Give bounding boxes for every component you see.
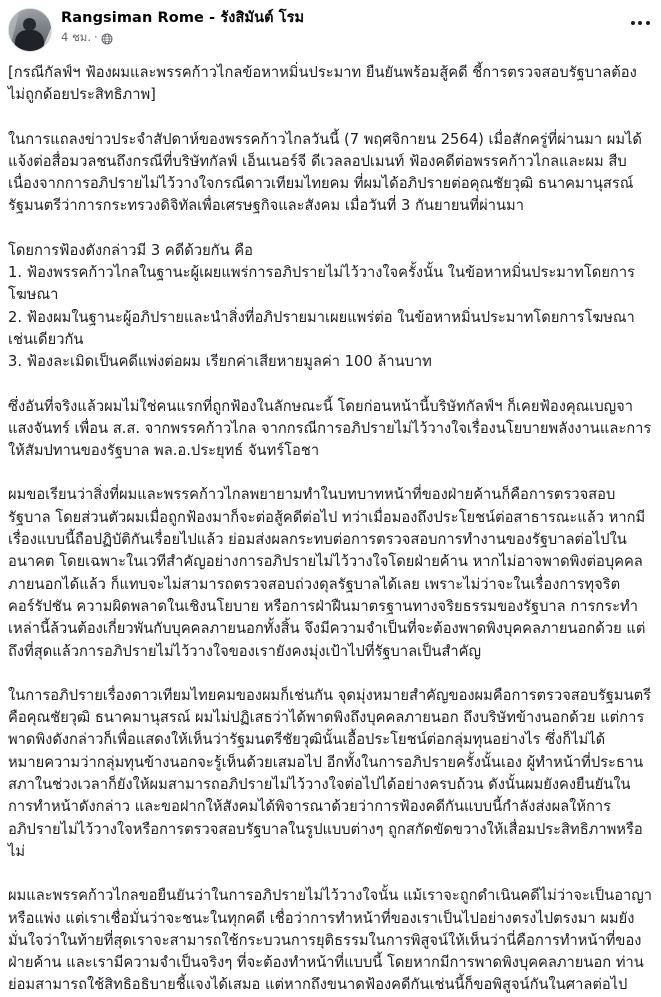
- charge-item: 3. ฟ้องละเมิดเป็นคดีแพ่งต่อผม เรียกค่าเสียหายมูลค่า 100 ล้านบาท: [8, 353, 432, 371]
- post-paragraph-1: ในการแถลงข่าวประจำสัปดาห์ของพรรคก้าวไกลวันนี้ (7 พฤศจิกายน 2564) เมื่อสักครู่ที่ผ่านมา ผมได้แจ้งต่อสื่อมวลชนถึงกรณีที่บริษัทกัลฟ์ เอ็นเนอร์จี ดีเวลลอปเมนท์ ฟ้องคดีต่อพรรคก้าวไกลและผม สืบเนื่องจากการอภิปรายไม่ไว้วางใจกรณีดาวเทียมไทยคม ที่ผมได้อภิปรายต่อคุณชัยวุฒิ ธนาคมานุสรณ์ รัฐมนตรีว่าการกระทรวงดิจิทัลเพื่อเศรษฐกิจและสังคม เมื่อวันที่ 3 กันยายนที่ผ่านมา: [8, 130, 642, 215]
- post-paragraph-3: ผมขอเรียนว่าสิ่งที่ผมและพรรคก้าวไกลพยายามทำในบทบาทหน้าที่ของฝ่ายค้านก็คือการตรวจสอบรัฐบาล โดยส่วนตัวผมเมื่อถูกฟ้องมาก็จะต่อสู้คดีต่อไป ทว่าเมื่อมองถึงประโยชน์ต่อสาธารณะแล้ว หากมีเรื่องแบบนี้ถือปฏิบัติกันเรื่อยไปแล้ว ย่อมส่งผลกระทบต่อการตรวจสอบการทำงานของรัฐบาลต่อไปในอนาคต โดยเฉพาะในเวทีสำคัญอย่างการอภิปรายไม่ไว้วางใจโดยฝ่ายค้าน หากไม่อาจพาดพิงต่อบุคคลภายนอกได้แล้ว ก็แทบจะไม่สามารถตรวจสอบถ่วงดุลรัฐบาลได้เลย เพราะไม่ว่าจะในเรื่องการทุจริตคอร์รัปชัน ความผิดพลาดในเชิงนโยบาย หรือการฝ่าฝืนมาตรฐานทางจริยธรรมของรัฐบาล การกระทำเหล่านี้ล้วนต้องเกี่ยวพันกับบุคคลภายนอกทั้งสิ้น จึงมีความจำเป็นที่จะต้องพาดพิงบุคคลภายนอกด้วย แต่ถึงที่สุดแล้วการอภิปรายไม่ไว้วางใจของเรายังคงมุ่งเป้าไปที่รัฐบาลเป็นสำคัญ: [8, 486, 646, 660]
- charges-lead-in: โดยการฟ้องดังกล่าวมี 3 คดีด้วยกัน คือ: [8, 241, 253, 259]
- charge-item: 1. ฟ้องพรรคก้าวไกลในฐานะผู้เผยแพร่การอภิปรายไม่ไว้วางใจครั้งนั้น ในข้อหาหมิ่นประมาทโดยการโฆษณา: [8, 264, 635, 304]
- post-paragraph-5: ผมและพรรคก้าวไกลขอยืนยันว่าในการอภิปรายไม่ไว้วางใจนั้น แม้เราจะถูกดำเนินคดีไม่ว่าจะเป็นอาญาหรือแพ่ง แต่เราเชื่อมั่นว่าจะชนะในทุกคดี เชื่อว่าการทำหน้าที่ของเราเป็นไปอย่างตรงไปตรงมา ผมยังมั่นใจว่าในท้ายที่สุดเราจะสามารถใช้กระบวนการยุติธรรมในการพิสูจน์ให้เห็นว่านี่คือการทำหน้าที่ของฝ่ายค้าน และเรามีความจำเป็นจริงๆ ที่จะต้องทำหน้าที่แบบนี้ โดยหากมีการพาดพิงบุคคลภายนอก ท่านย่อมสามารถใช้สิทธิอธิบายชี้แจงได้เสมอ แต่หากถึงขนาดฟ้องคดีกันเช่นนี้ก็ขอพิสูจน์กันในศาลต่อไป: [8, 887, 653, 994]
- meta-separator: ·: [94, 30, 98, 44]
- paragraph-spacer: [8, 107, 653, 129]
- avatar[interactable]: [8, 8, 52, 52]
- post-text-content: [0, 58, 661, 997]
- ellipsis-dot: [646, 21, 650, 25]
- post-paragraph-4: ในการอภิปรายเรื่องดาวเทียมไทยคมของผมก็เช่นกัน จุดมุ่งหมายสำคัญของผมคือการตรวจสอบรัฐมนตรีคือคุณชัยวุฒิ ธนาคมานุสรณ์ ผมไม่ปฏิเสธว่าได้พาดพิงถึงบุคคลภายนอก ถึงบริษัทข้างนอกด้วย แต่การพาดพิงดังกล่าวก็เพื่อแสดงให้เห็นว่ารัฐมนตรีชัยวุฒินั้นเอื้อประโยชน์ต่อกลุ่มทุนอย่างไร ซึ่งก็ไม่ได้หมายความว่ากลุ่มทุนข้างนอกจะรู้เห็นด้วยเสมอไป อีกทั้งในการอภิปรายครั้งนั้นเอง ผู้ทำหน้าที่ประธานสภาในช่วงเวลาก็ยังให้ผมสามารถอภิปรายไม่ไว้วางใจต่อไปได้อย่างครบถ้วน ดังนั้นผมยังคงยืนยันในการทำหน้าดังกล่าว และขอฝากให้สังคมได้พิจารณาด้วยว่าการฟ้องคดีกันแบบนี้กำลังส่งผลให้การอภิปรายไม่ไว้วางใจหรือการตรวจสอบรัฐบาลในรูปแบบต่างๆ ถูกสกัดขัดขวางให้เสื่อมประสิทธิภาพหรือไม่: [8, 686, 652, 860]
- paragraph-spacer: [8, 863, 653, 885]
- post-meta: [61, 30, 304, 45]
- post-headline: [กรณีกัลฟ์ฯ ฟ้องผมและพรรคก้าวไกลข้อหาหมิ่นประมาท ยืนยันพร้อมสู้คดี ชี้การตรวจสอบรัฐบาลต้องไม่ถูกด้อยประสิทธิภาพ]: [8, 64, 637, 104]
- paragraph-spacer: [8, 462, 653, 484]
- paragraph-spacer: [8, 663, 653, 685]
- globe-icon[interactable]: [101, 33, 113, 45]
- paragraph-spacer: [8, 374, 653, 396]
- paragraph-spacer: [8, 218, 653, 240]
- header-text-block: [61, 8, 304, 45]
- post-timestamp[interactable]: 4 ชม.: [61, 30, 92, 44]
- author-name[interactable]: Rangsiman Rome - รังสิมันต์ โรม: [61, 10, 305, 26]
- post-header: [0, 0, 661, 58]
- charge-item: 2. ฟ้องผมในฐานะผู้อภิปรายและนำสิ่งที่อภิปรายมาเผยแพร่ต่อ ในข้อหาหมิ่นประมาทโดยการโฆษณาเช่นเดียวกัน: [8, 308, 635, 348]
- ellipsis-dot: [638, 21, 642, 25]
- ellipsis-dot: [631, 21, 635, 25]
- post-paragraph-2: ซึ่งอันที่จริงแล้วผมไม่ใช่คนแรกที่ถูกฟ้องในลักษณะนี้ โดยก่อนหน้านี้บริษัทกัลฟ์ฯ ก็เคยฟ้องคุณเบญจา แสงจันทร์ เพื่อน ส.ส. จากพรรคก้าวไกล จากกรณีการอภิปรายไม่ไว้วางใจเรื่องนโยบายพลังงานและการให้สัมปทานของรัฐบาล พล.อ.ประยุทธ์ จันทร์โอชา: [8, 397, 652, 460]
- more-options-button[interactable]: [625, 12, 655, 34]
